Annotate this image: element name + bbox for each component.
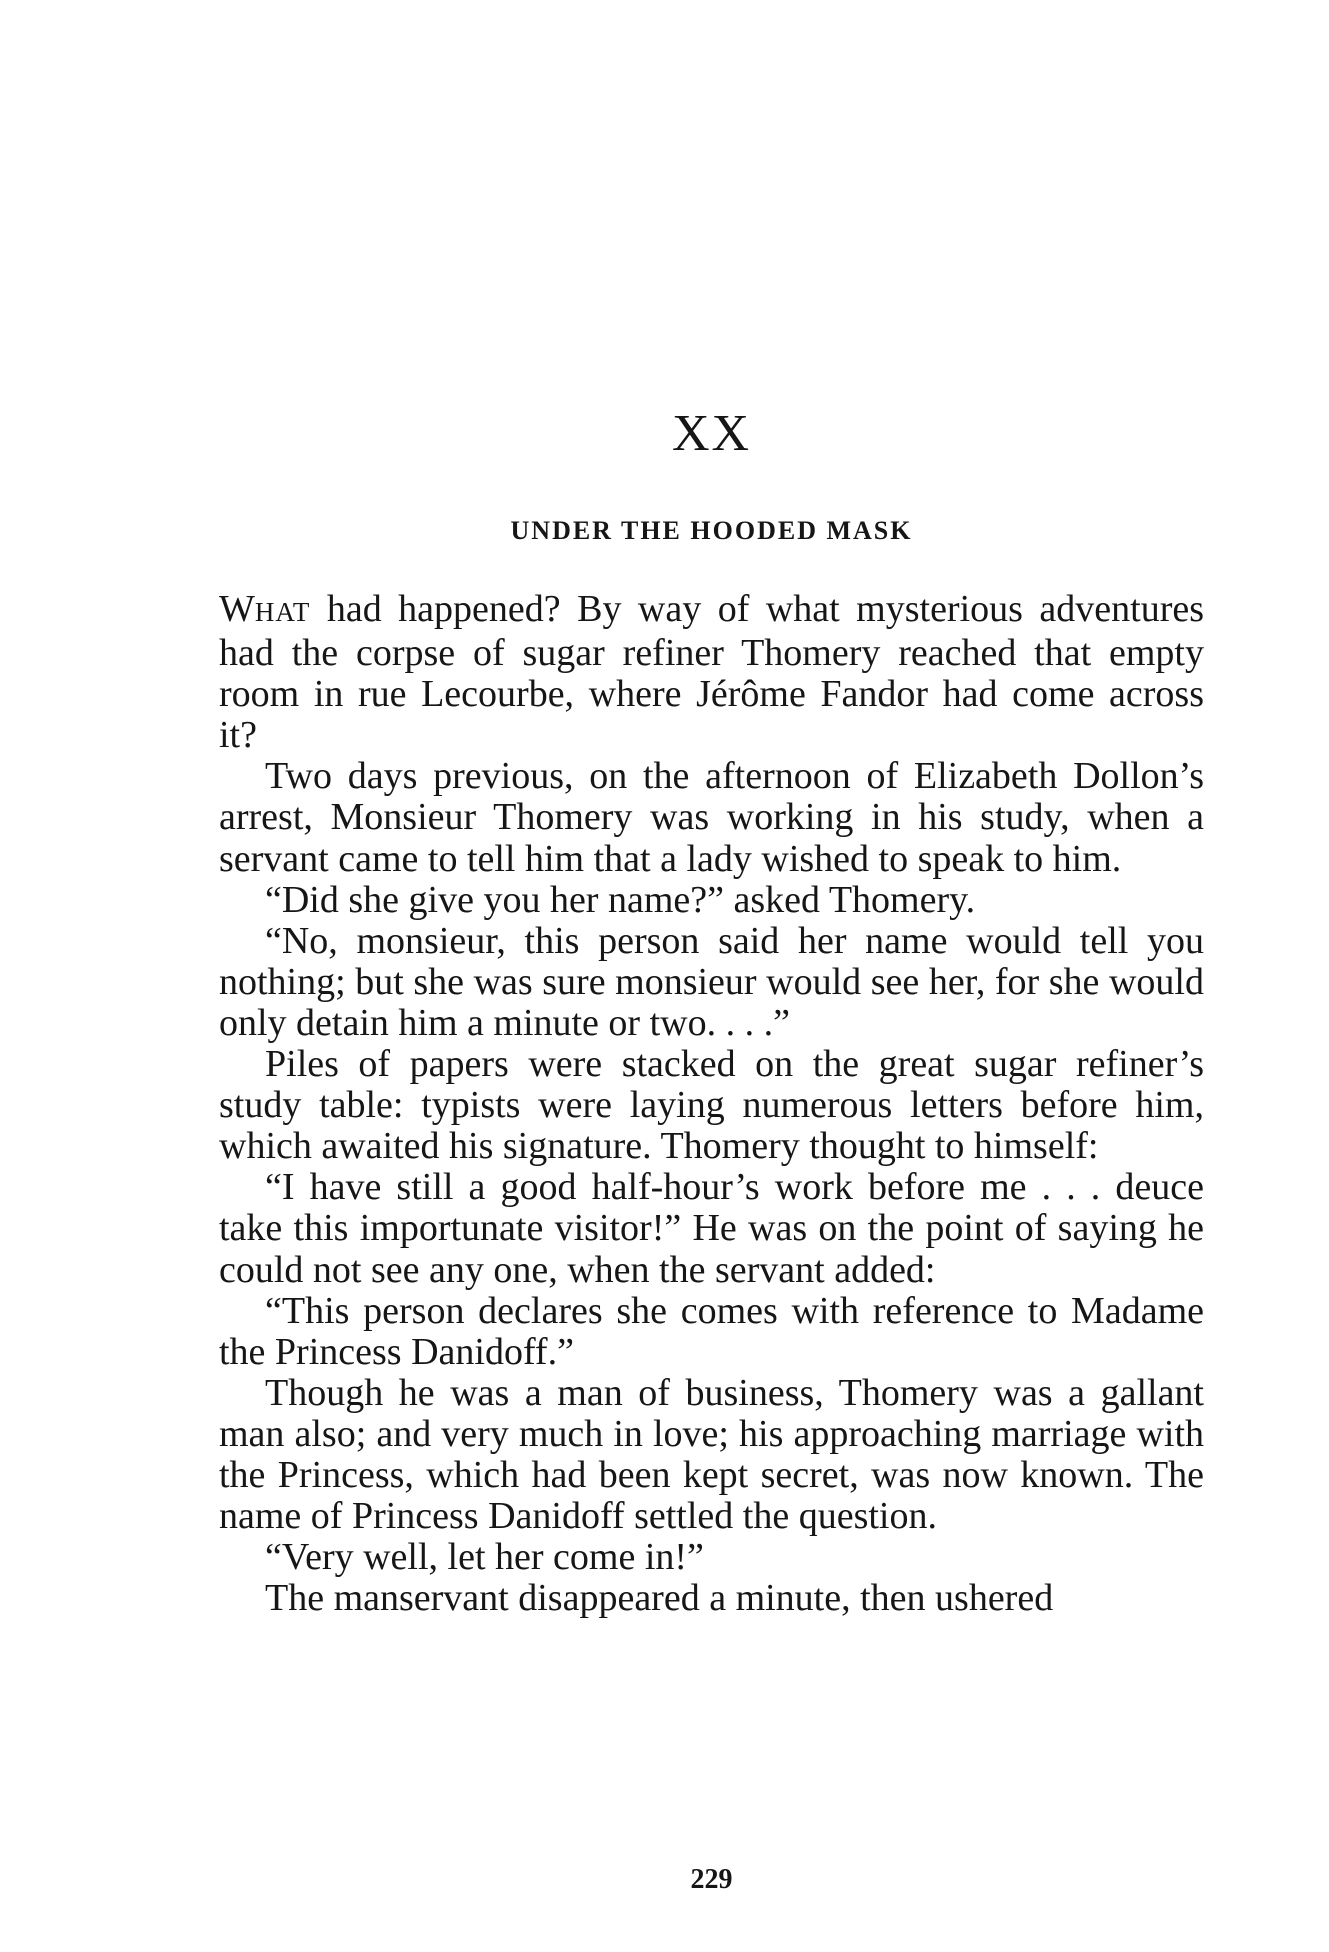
paragraph: “No, monsieur, this person said her name would tell you nothing; but she was sure monsieur would see her, for she would only detain him a minute or two. . . .” [219,919,1204,1044]
paragraph: Two days previous, on the afternoon of Elizabeth Dollon’s arrest, Monsieur Thomery was working in his study, when a servant came to tell him that a lady wished to speak to him. [219,755,1204,880]
opening-text: had happened? By way of what mysterious adventures had the corpse of sugar refiner Thomery reached that empty room in rue Lecourbe, where Jérôme Fandor had come across it? [219,588,1204,757]
book-page [219,0,1204,1952]
chapter-title: UNDER THE HOODED MASK [510,516,913,545]
body-text [219,589,1204,1619]
paragraph: The manservant disappeared a minute, then ushered [265,1577,1054,1620]
paragraph: “Did she give you her name?” asked Thomery. [265,878,976,921]
paragraph: “This person declares she comes with reference to Madame the Princess Danidoff.” [219,1289,1204,1373]
page-number: 229 [690,1864,733,1895]
drop-letter: W [219,588,255,630]
paragraph: “I have still a good half-hour’s work before me . . . deuce take this importunate visitor!” He was on the point of saying he could not see any one, when the servant added: [219,1166,1204,1291]
paragraph: Piles of papers were stacked on the great sugar refiner’s study table: typists were laying numerous letters before him, which awaited his signature. Thomery thought to himself: [219,1043,1204,1168]
paragraph: Though he was a man of business, Thomery was a gallant man also; and very much in love; his approaching marriage with the Princess, which had been kept secret, was now known. The name of Princess Danidoff settled the question. [219,1371,1204,1538]
paragraph: “Very well, let her come in!” [265,1536,704,1579]
chapter-number: XX [671,405,752,462]
opening-smallcaps: HAT [254,597,311,627]
opening-paragraph [219,589,1204,756]
